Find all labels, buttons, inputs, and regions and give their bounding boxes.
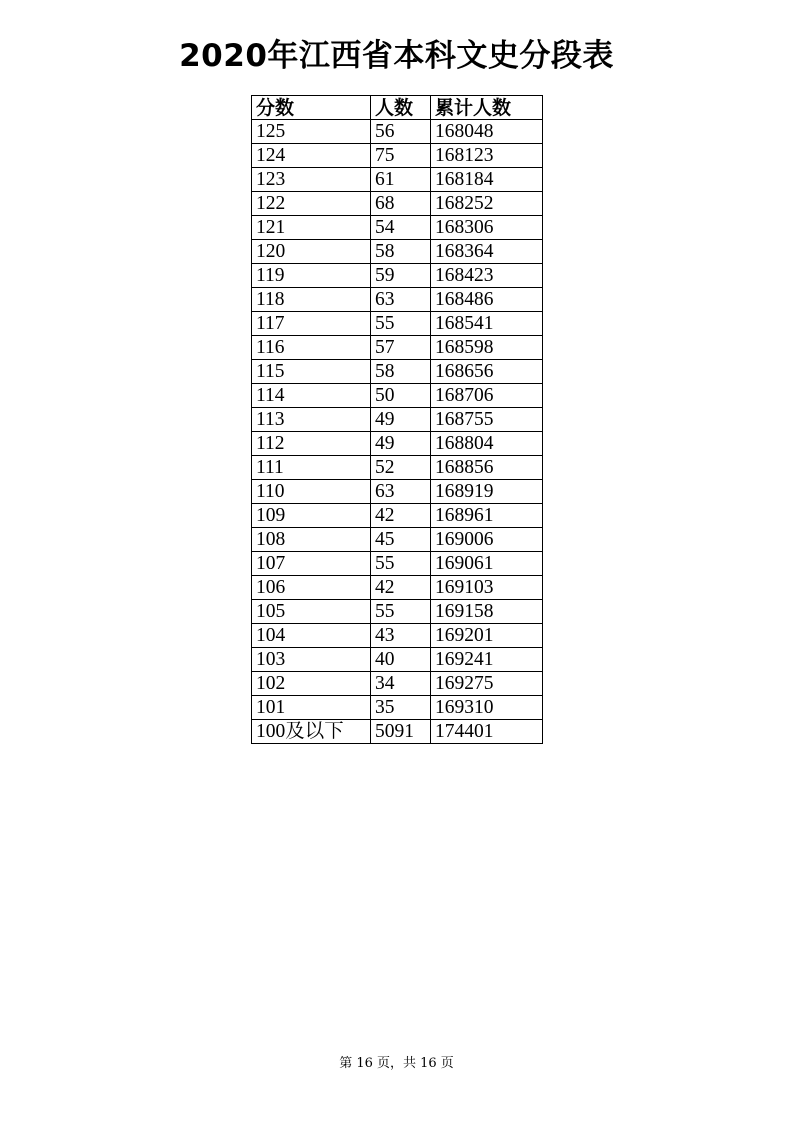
- cell-cumulative: 169241: [431, 648, 543, 672]
- cell-score: 111: [252, 456, 371, 480]
- table-row: [252, 624, 543, 648]
- cell-count: 58: [371, 360, 431, 384]
- cell-count: 49: [371, 432, 431, 456]
- table-row: [252, 600, 543, 624]
- table-row: [252, 312, 543, 336]
- cell-cumulative: 169061: [431, 552, 543, 576]
- cell-score: 114: [252, 384, 371, 408]
- table-row: [252, 696, 543, 720]
- cell-count: 75: [371, 144, 431, 168]
- cell-cumulative: 169275: [431, 672, 543, 696]
- cell-count: 63: [371, 480, 431, 504]
- cell-cumulative: 168364: [431, 240, 543, 264]
- page-footer: 第 16 页，共 16 页: [339, 1056, 454, 1071]
- table-header: [252, 96, 543, 120]
- cell-count: 55: [371, 600, 431, 624]
- cell-cumulative: 168252: [431, 192, 543, 216]
- table-row: [252, 432, 543, 456]
- table-row: [252, 672, 543, 696]
- cell-cumulative: 168598: [431, 336, 543, 360]
- cell-score: 100及以下: [252, 720, 371, 744]
- cell-count: 34: [371, 672, 431, 696]
- cell-score: 101: [252, 696, 371, 720]
- cell-count: 63: [371, 288, 431, 312]
- cell-score: 106: [252, 576, 371, 600]
- cell-score: 121: [252, 216, 371, 240]
- cell-count: 52: [371, 456, 431, 480]
- cell-score: 119: [252, 264, 371, 288]
- table-row: [252, 144, 543, 168]
- page-title: 2020年江西省本科文史分段表: [179, 38, 614, 74]
- cell-count: 61: [371, 168, 431, 192]
- cell-score: 103: [252, 648, 371, 672]
- cell-count: 40: [371, 648, 431, 672]
- table-row: [252, 360, 543, 384]
- cell-cumulative: 168541: [431, 312, 543, 336]
- table-row: [252, 720, 543, 744]
- cell-count: 49: [371, 408, 431, 432]
- table-row: [252, 408, 543, 432]
- cell-cumulative: 169103: [431, 576, 543, 600]
- cell-count: 42: [371, 504, 431, 528]
- cell-score: 117: [252, 312, 371, 336]
- cell-score: 112: [252, 432, 371, 456]
- cell-count: 58: [371, 240, 431, 264]
- table-row: [252, 576, 543, 600]
- cell-cumulative: 169158: [431, 600, 543, 624]
- cell-count: 68: [371, 192, 431, 216]
- cell-score: 113: [252, 408, 371, 432]
- cell-score: 116: [252, 336, 371, 360]
- cell-cumulative: 168919: [431, 480, 543, 504]
- cell-cumulative: 168423: [431, 264, 543, 288]
- table-row: [252, 216, 543, 240]
- cell-cumulative: 168048: [431, 120, 543, 144]
- cell-count: 50: [371, 384, 431, 408]
- cell-score: 107: [252, 552, 371, 576]
- table-row: [252, 288, 543, 312]
- table-row: [252, 168, 543, 192]
- cell-count: 43: [371, 624, 431, 648]
- cell-score: 108: [252, 528, 371, 552]
- cell-cumulative: 168804: [431, 432, 543, 456]
- cell-score: 110: [252, 480, 371, 504]
- cell-score: 120: [252, 240, 371, 264]
- cell-count: 55: [371, 552, 431, 576]
- table-row: [252, 264, 543, 288]
- header-count: 人数: [371, 96, 431, 120]
- cell-cumulative: 168656: [431, 360, 543, 384]
- cell-cumulative: 168123: [431, 144, 543, 168]
- cell-cumulative: 169310: [431, 696, 543, 720]
- cell-count: 57: [371, 336, 431, 360]
- cell-count: 56: [371, 120, 431, 144]
- table-row: [252, 336, 543, 360]
- table-row: [252, 528, 543, 552]
- cell-count: 42: [371, 576, 431, 600]
- cell-cumulative: 174401: [431, 720, 543, 744]
- cell-count: 5091: [371, 720, 431, 744]
- table-row: [252, 552, 543, 576]
- cell-count: 35: [371, 696, 431, 720]
- cell-score: 123: [252, 168, 371, 192]
- cell-cumulative: 168755: [431, 408, 543, 432]
- table-row: [252, 192, 543, 216]
- cell-cumulative: 168486: [431, 288, 543, 312]
- table-row: [252, 240, 543, 264]
- header-cumulative: 累计人数: [431, 96, 543, 120]
- cell-cumulative: 168706: [431, 384, 543, 408]
- cell-count: 59: [371, 264, 431, 288]
- cell-score: 105: [252, 600, 371, 624]
- cell-cumulative: 168306: [431, 216, 543, 240]
- cell-score: 102: [252, 672, 371, 696]
- cell-score: 118: [252, 288, 371, 312]
- table-row: [252, 120, 543, 144]
- header-row: [252, 96, 543, 120]
- cell-count: 55: [371, 312, 431, 336]
- table-row: [252, 648, 543, 672]
- cell-score: 124: [252, 144, 371, 168]
- cell-cumulative: 169006: [431, 528, 543, 552]
- cell-cumulative: 169201: [431, 624, 543, 648]
- cell-score: 122: [252, 192, 371, 216]
- cell-score: 109: [252, 504, 371, 528]
- table-row: [252, 456, 543, 480]
- header-score: 分数: [252, 96, 371, 120]
- table-row: [252, 480, 543, 504]
- score-table: [251, 95, 543, 744]
- cell-count: 54: [371, 216, 431, 240]
- cell-cumulative: 168184: [431, 168, 543, 192]
- cell-score: 115: [252, 360, 371, 384]
- cell-cumulative: 168856: [431, 456, 543, 480]
- cell-count: 45: [371, 528, 431, 552]
- cell-score: 104: [252, 624, 371, 648]
- table-row: [252, 384, 543, 408]
- cell-score: 125: [252, 120, 371, 144]
- cell-cumulative: 168961: [431, 504, 543, 528]
- table-body: [252, 120, 543, 744]
- table-row: [252, 504, 543, 528]
